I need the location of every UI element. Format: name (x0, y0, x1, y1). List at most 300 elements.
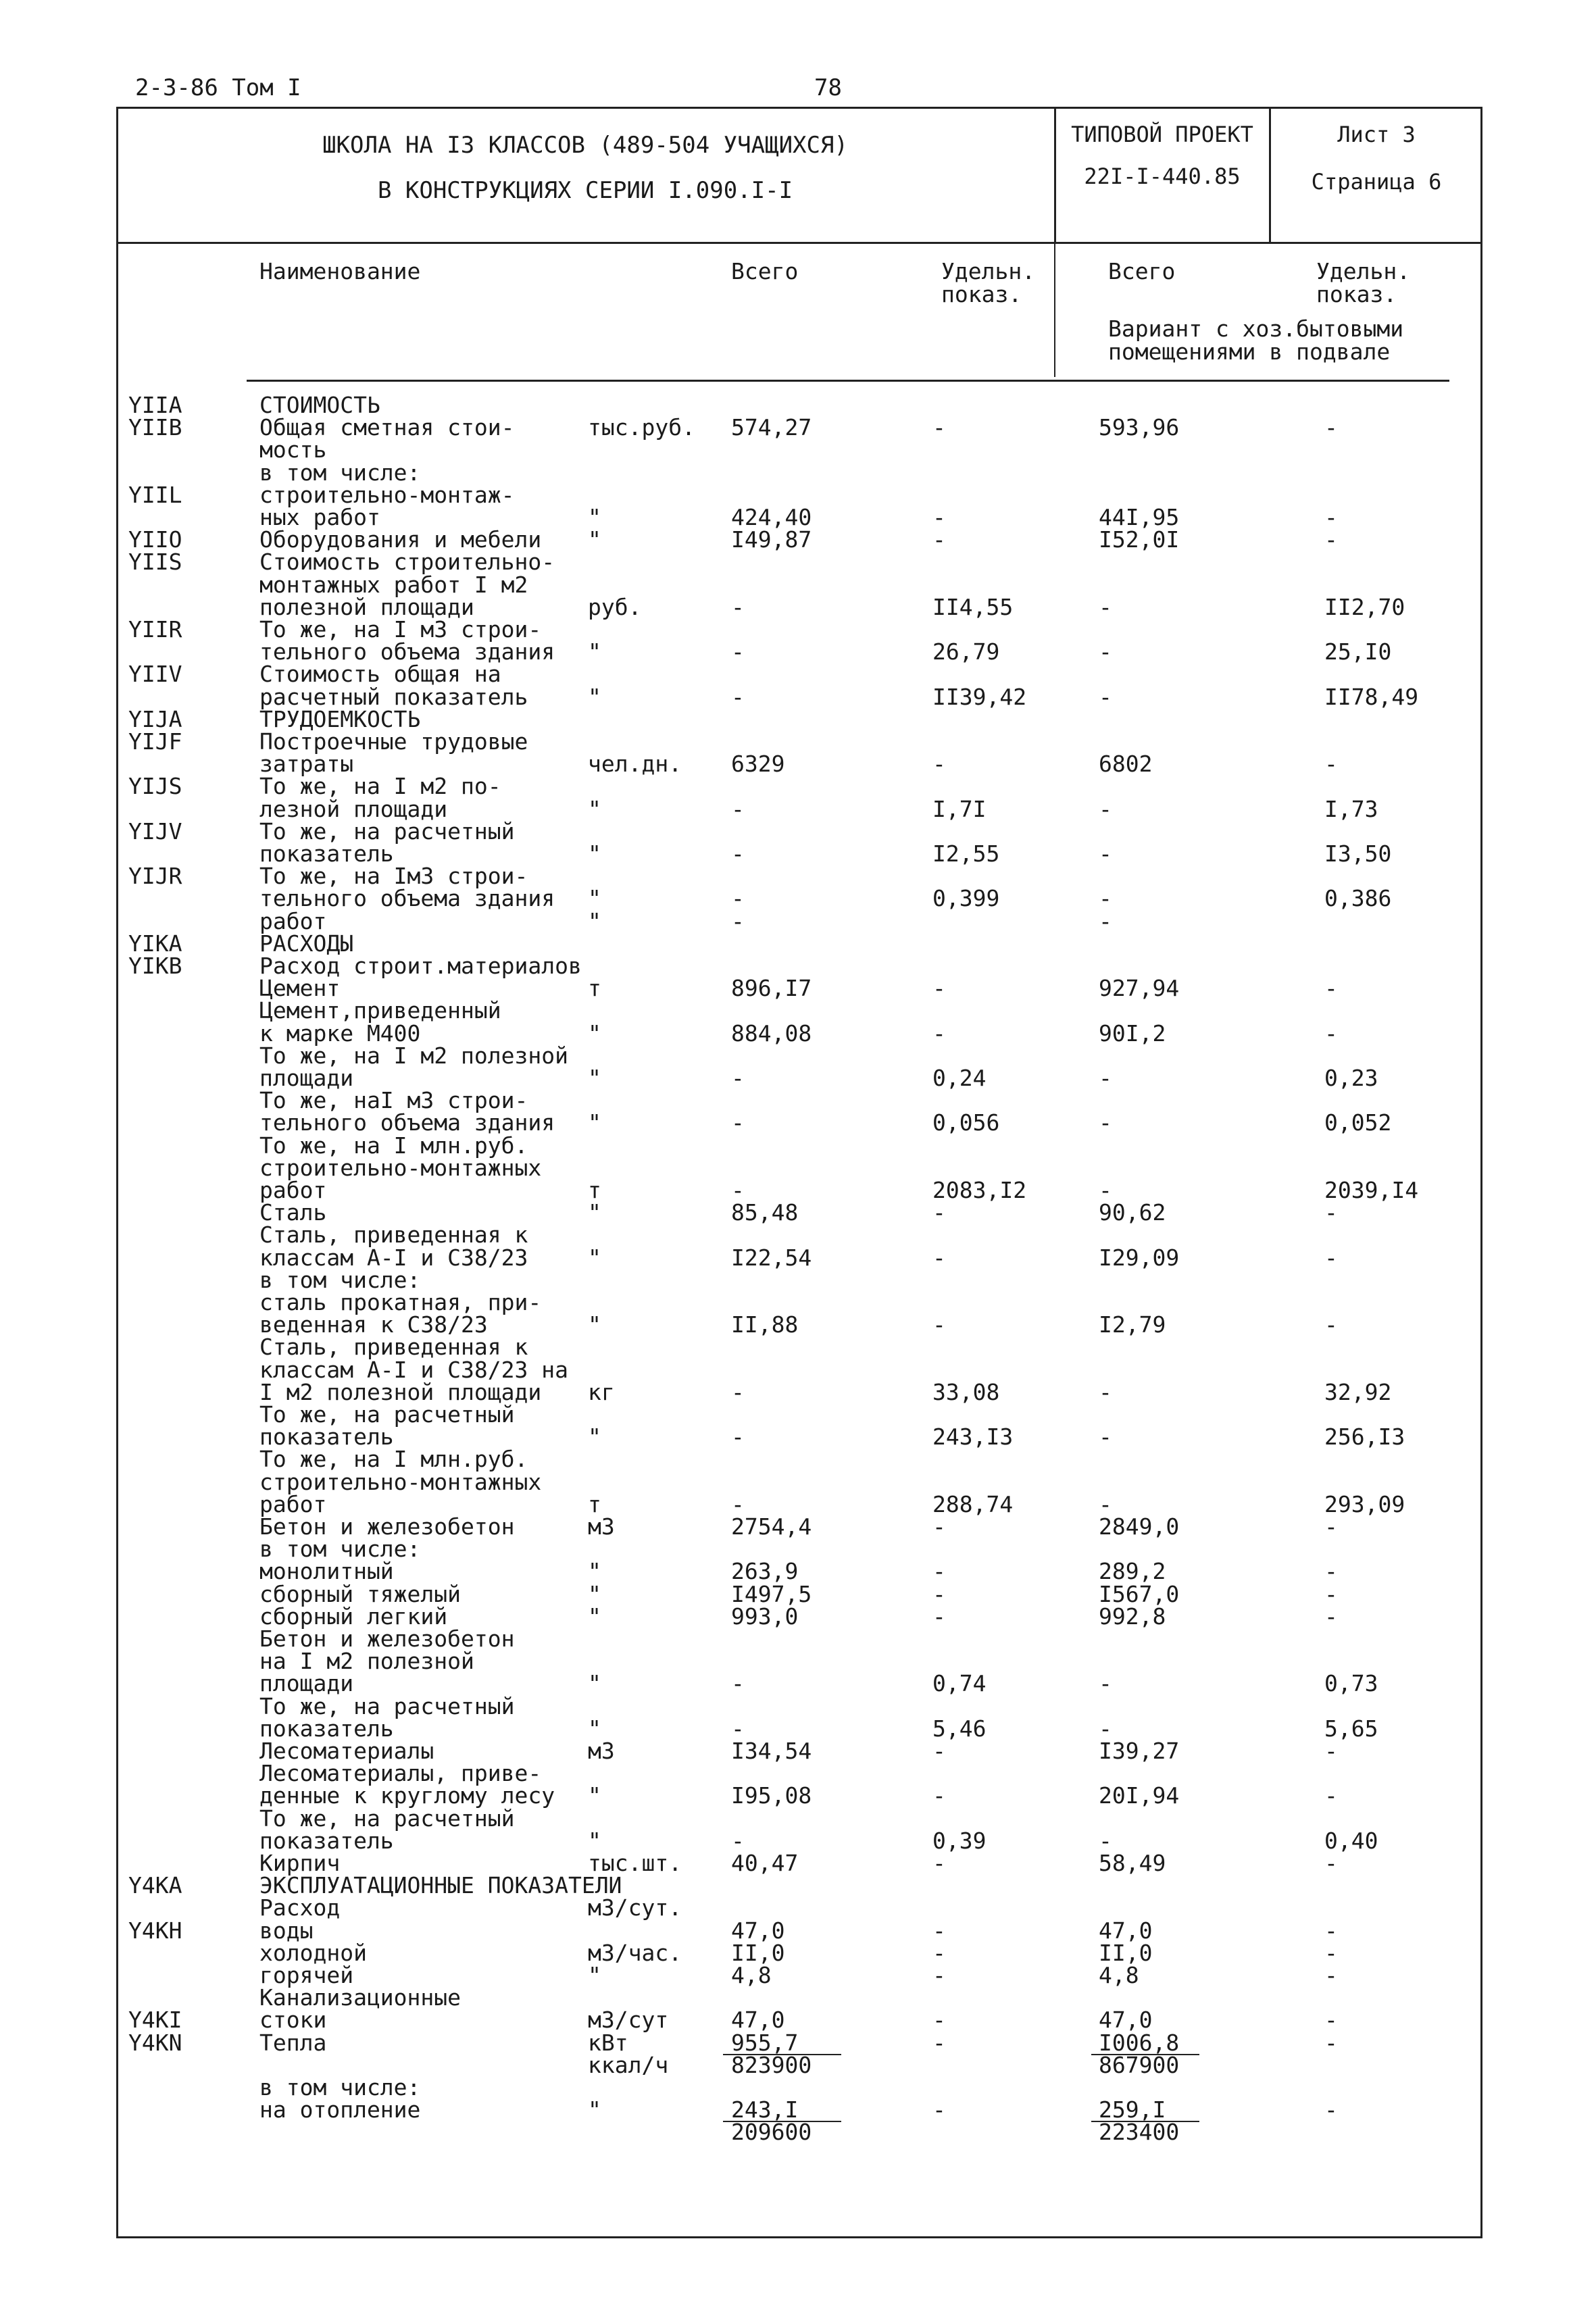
cell-v4: - (1324, 1558, 1338, 1585)
cell-v1: 6329 (731, 751, 785, 778)
cell-name: мость (259, 436, 327, 463)
table-row (0, 907, 1596, 934)
table-row (0, 461, 1596, 484)
cell-v1: - (731, 840, 745, 867)
table-row (0, 1986, 1596, 2009)
cell-v1: - (731, 1378, 745, 1405)
table-row (0, 571, 1596, 598)
column-divider (1054, 242, 1055, 377)
table-row (0, 1692, 1596, 1719)
cell-v1: - (731, 1065, 745, 1091)
cell-v2: - (932, 2029, 946, 2056)
cell-name: ных работ (259, 504, 380, 530)
cell-v3: 47,0 (1099, 1917, 1153, 1944)
table-row (0, 1628, 1596, 1650)
cell-v1: - (731, 1715, 745, 1742)
cell-v4: I,73 (1324, 795, 1378, 822)
cell-v2: I2,55 (932, 840, 1000, 867)
cell-v4: - (1324, 1199, 1338, 1226)
table-row (0, 885, 1596, 912)
cell-unit: м3/час. (588, 1939, 682, 1966)
table-row (0, 1784, 1596, 1807)
table-row (0, 1605, 1596, 1628)
cell-name: Сталь, приведенная к (259, 1222, 528, 1249)
table-row (0, 506, 1596, 528)
table-row (0, 955, 1596, 977)
cell-v3: 90I,2 (1099, 1020, 1166, 1047)
cell-v1: 896,I7 (731, 975, 812, 1002)
cell-v2: - (932, 1311, 946, 1338)
cell-unit: " (588, 1244, 601, 1271)
cell-v4: - (1324, 751, 1338, 778)
cell-name: лезной площади (259, 795, 448, 822)
cell-v4: 0,73 (1324, 1670, 1378, 1697)
cell-unit: м3 (588, 1513, 615, 1540)
cell-v4: 0,052 (1324, 1109, 1392, 1136)
sheet-number: Лист 3 (1337, 122, 1416, 147)
table-row (0, 1266, 1596, 1293)
cell-code: Y4KH (128, 1917, 182, 1944)
cell-v2: - (932, 1580, 946, 1607)
project-label: ТИПОВОЙ ПРОЕКТ (1071, 122, 1253, 147)
cell-unit: " (588, 504, 601, 530)
cell-name: классам А-I и С38/23 (259, 1244, 528, 1271)
table-row (0, 2074, 1596, 2101)
cell-v3: I39,27 (1099, 1738, 1180, 1764)
cell-name: СТОИМОСТЬ (259, 392, 380, 418)
cell-name: То же, наI м3 строи- (259, 1087, 528, 1114)
column-header-specific: Удельн. (941, 258, 1036, 284)
table-row (0, 1042, 1596, 1069)
table-row (0, 1515, 1596, 1538)
table-row (0, 999, 1596, 1022)
cell-v1: I95,08 (731, 1782, 812, 1809)
cell-v1: I34,54 (731, 1738, 812, 1764)
cell-name: То же, на I млн.руб. (259, 1446, 528, 1473)
cell-name: сборный легкий (259, 1603, 448, 1630)
cell-code: YIJS (128, 773, 182, 800)
cell-v4: II78,49 (1324, 683, 1419, 710)
cell-name: стоки (259, 2007, 327, 2034)
table-row (0, 1807, 1596, 1830)
cell-name: Бетон и железобетон (259, 1626, 515, 1652)
cell-v4: - (1324, 2007, 1338, 2034)
cell-name: полезной площади (259, 593, 474, 620)
cell-name: Сталь, приведенная к (259, 1334, 528, 1361)
cell-name: Канализационные (259, 1984, 462, 2011)
cell-unit: " (588, 1827, 601, 1854)
cell-v2: - (932, 1850, 946, 1876)
table-row (0, 1558, 1596, 1585)
table-row (0, 751, 1596, 778)
cell-v3: - (1099, 593, 1112, 620)
cell-v3: 927,94 (1099, 975, 1180, 1002)
cell-name: расчетный показатель (259, 683, 528, 710)
table-row (0, 481, 1596, 508)
cell-name: веденная к С38/23 (259, 1311, 488, 1338)
page-label: Страница 6 (1311, 169, 1442, 195)
cell-v3: I2,79 (1099, 1311, 1166, 1338)
cell-v2: 26,79 (932, 638, 1000, 665)
cell-name: работ (259, 1177, 327, 1203)
document-title: ШКОЛА НА I3 КЛАССОВ (489-504 УЧАЩИХСЯ) (322, 132, 848, 159)
cell-name: холодной (259, 1939, 367, 1966)
cell-v1: - (731, 907, 745, 934)
cell-code: Y4KI (128, 2007, 182, 2034)
cell-name: денные к круглому лесу (259, 1782, 555, 1809)
cell-v3: 992,8 (1099, 1603, 1166, 1630)
cell-name: в том числе: (259, 1536, 421, 1563)
table-row (0, 1740, 1596, 1762)
table-row (0, 640, 1596, 663)
cell-v2: - (932, 1962, 946, 1988)
cell-v2: - (932, 1939, 946, 1966)
cell-name: горячей (259, 1962, 354, 1988)
cell-v4: - (1324, 1244, 1338, 1271)
cell-name: монтажных работ I м2 (259, 571, 528, 598)
cell-v3: 47,0 (1099, 2007, 1153, 2034)
cell-v4: II2,70 (1324, 593, 1405, 620)
cell-unit: тыс.шт. (588, 1850, 682, 1876)
table-row (0, 683, 1596, 710)
cell-v4: - (1324, 2096, 1338, 2123)
cell-unit: " (588, 1020, 601, 1047)
header-left: 2-3-86 Том I (135, 74, 301, 101)
cell-v3: I567,0 (1099, 1580, 1180, 1607)
cell-name: показатель (259, 840, 394, 867)
cell-name: тельного объема здания (259, 885, 555, 912)
column-header-total: Всего (731, 258, 799, 284)
cell-v2: - (932, 1558, 946, 1585)
cell-name: площади (259, 1065, 354, 1091)
table-row (0, 818, 1596, 845)
column-header-specific-variant: Удельн. (1316, 258, 1411, 284)
fraction-line (723, 2054, 841, 2055)
page-number: 78 (814, 74, 842, 101)
cell-v2: 243,I3 (932, 1424, 1014, 1451)
column-header-name: Наименование (259, 258, 421, 284)
cell-unit: " (588, 1782, 601, 1809)
cell-v1: 574,27 (731, 414, 812, 441)
cell-name: классам А-I и С38/23 на (259, 1356, 568, 1383)
cell-name: работ (259, 1490, 327, 1517)
cell-v4: - (1324, 1782, 1338, 1809)
cell-unit: чел.дн. (588, 751, 682, 778)
table-row (0, 1022, 1596, 1045)
fraction-line (1091, 2054, 1199, 2055)
cell-v2: 288,74 (932, 1490, 1014, 1517)
cell-v3: 2849,0 (1099, 1513, 1180, 1540)
cell-v4: 0,23 (1324, 1065, 1378, 1091)
cell-v3: 20I,94 (1099, 1782, 1180, 1809)
cell-v3: 593,96 (1099, 414, 1180, 441)
table-row (0, 1179, 1596, 1201)
cell-v2: - (932, 1917, 946, 1944)
cell-v3: - (1099, 1065, 1112, 1091)
cell-name: тельного объема здания (259, 1109, 555, 1136)
cell-unit: т (588, 975, 601, 1002)
cell-v3: II,0 (1099, 1939, 1153, 1966)
cell-unit: " (588, 907, 601, 934)
table-row (0, 1067, 1596, 1089)
column-header-total-2: Всего (1108, 258, 1176, 284)
cell-v1: 40,47 (731, 1850, 799, 1876)
cell-v3: - (1099, 1424, 1112, 1451)
cell-name: в том числе: (259, 459, 421, 486)
table-row (0, 1403, 1596, 1426)
cell-v2: - (932, 1199, 946, 1226)
cell-name: То же, на Iм3 строи- (259, 863, 528, 890)
cell-name: РАСХОДЫ (259, 930, 354, 957)
cell-name: То же, на расчетный (259, 1805, 515, 1832)
variant-caption: Вариант с хоз.бытовыми (1108, 316, 1404, 342)
cell-name: воды (259, 1917, 314, 1944)
cell-v1: 823900 (731, 2051, 812, 2078)
cell-code: YIIV (128, 661, 182, 688)
cell-unit: т (588, 1490, 601, 1517)
table-row (0, 1291, 1596, 1313)
table-row (0, 1717, 1596, 1740)
cell-name: строительно-монтажных (259, 1154, 542, 1181)
cell-unit: кг (588, 1378, 615, 1405)
cell-v4: 32,92 (1324, 1378, 1392, 1405)
cell-name: ТРУДОЕМКОСТЬ (259, 705, 421, 732)
cell-code: YIJF (128, 728, 182, 755)
table-row (0, 795, 1596, 822)
cell-unit: " (588, 1558, 601, 1585)
cell-v3: I29,09 (1099, 1244, 1180, 1271)
table-row (0, 414, 1596, 441)
table-row (0, 1896, 1596, 1919)
cell-unit: " (588, 1065, 601, 1091)
table-row (0, 1111, 1596, 1134)
cell-v3: 289,2 (1099, 1558, 1166, 1585)
cell-v2: 0,24 (932, 1065, 987, 1091)
cell-code: YIIR (128, 616, 182, 643)
cell-v4: - (1324, 975, 1338, 1002)
cell-name: тельного объема здания (259, 638, 555, 665)
table-row (0, 2029, 1596, 2056)
cell-v2: - (932, 1738, 946, 1764)
cell-name: показатель (259, 1827, 394, 1854)
table-row (0, 1919, 1596, 1942)
cell-v1: - (731, 795, 745, 822)
cell-v1: - (731, 1424, 745, 1451)
cell-v2: 5,46 (932, 1715, 987, 1742)
cell-v1: 85,48 (731, 1199, 799, 1226)
table-row (0, 661, 1596, 688)
cell-name: на отопление (259, 2096, 421, 2123)
cell-v4: 256,I3 (1324, 1424, 1405, 1451)
table-row (0, 1490, 1596, 1517)
cell-v1: I49,87 (731, 526, 812, 553)
cell-v2: - (932, 751, 946, 778)
cell-v3: 259,I (1099, 2096, 1166, 2123)
table-row (0, 1222, 1596, 1249)
table-row (0, 1827, 1596, 1854)
table-row (0, 1378, 1596, 1405)
table-row (0, 975, 1596, 1002)
table-row (0, 1244, 1596, 1271)
cell-v2: 0,399 (932, 885, 1000, 912)
cell-code: YIJR (128, 863, 182, 890)
table-row (0, 1670, 1596, 1697)
cell-name: Расход (259, 1894, 341, 1921)
table-row (0, 1313, 1596, 1336)
cell-v4: - (1324, 1603, 1338, 1630)
cell-v1: - (731, 638, 745, 665)
cell-name: То же, на расчетный (259, 818, 515, 845)
cell-v3: 4,8 (1099, 1962, 1139, 1988)
table-row (0, 1356, 1596, 1383)
cell-v2: II39,42 (932, 683, 1027, 710)
cell-name: показатель (259, 1715, 394, 1742)
cell-v3: - (1099, 1378, 1112, 1405)
cell-v2: - (932, 414, 946, 441)
cell-unit: " (588, 1603, 601, 1630)
table-row (0, 528, 1596, 551)
cell-unit: тыс.руб. (588, 414, 695, 441)
cell-v3: I52,0I (1099, 526, 1180, 553)
cell-v4: - (1324, 1513, 1338, 1540)
cell-unit: кВт (588, 2029, 628, 2056)
cell-v1: - (731, 885, 745, 912)
cell-v1: - (731, 1109, 745, 1136)
cell-v2: - (932, 1603, 946, 1630)
cell-v4: 293,09 (1324, 1490, 1405, 1517)
cell-v2: I,7I (932, 795, 987, 822)
cell-unit: " (588, 1424, 601, 1451)
cell-code: YIIA (128, 392, 182, 418)
cell-v3: - (1099, 1490, 1112, 1517)
table-row (0, 593, 1596, 620)
cell-unit: руб. (588, 593, 642, 620)
cell-unit: " (588, 2096, 601, 2123)
cell-name: То же, на I млн.руб. (259, 1132, 528, 1159)
cell-name: Тепла (259, 2029, 327, 2056)
cell-unit: " (588, 1962, 601, 1988)
cell-name: Расход строит.материалов (259, 953, 582, 979)
cell-v4: 25,I0 (1324, 638, 1392, 665)
cell-code: Y4KA (128, 1872, 182, 1899)
cell-name: в том числе: (259, 1266, 421, 1293)
cell-name: сборный тяжелый (259, 1580, 462, 1607)
cell-v4: 2039,I4 (1324, 1177, 1419, 1203)
cell-v2: II4,55 (932, 593, 1014, 620)
cell-unit: " (588, 683, 601, 710)
cell-unit: " (588, 795, 601, 822)
cell-name: Цемент,приведенный (259, 997, 501, 1024)
cell-v3: 223400 (1099, 2119, 1180, 2146)
table-row (0, 1134, 1596, 1157)
table-row (0, 2051, 1596, 2078)
cell-unit: " (588, 885, 601, 912)
cell-name: показатель (259, 1424, 394, 1451)
cell-name: Общая сметная стои- (259, 414, 515, 441)
cell-code: YIJV (128, 818, 182, 845)
cell-v3: - (1099, 1715, 1112, 1742)
fraction-line (1091, 2121, 1199, 2122)
cell-v1: 243,I (731, 2096, 799, 2123)
cell-v3: - (1099, 1670, 1112, 1697)
cell-code: YIIL (128, 481, 182, 508)
table-row (0, 1424, 1596, 1451)
table-row (0, 1760, 1596, 1787)
cell-v1: 263,9 (731, 1558, 799, 1585)
title-block-divider (1054, 107, 1056, 242)
cell-name: Лесоматериалы (259, 1738, 434, 1764)
table-row (0, 1580, 1596, 1607)
cell-v3: 6802 (1099, 751, 1153, 778)
cell-v2: 0,74 (932, 1670, 987, 1697)
cell-v1: 424,40 (731, 504, 812, 530)
table-row (0, 1872, 1596, 1899)
cell-name: То же, на I м3 строи- (259, 616, 542, 643)
cell-v3: - (1099, 907, 1112, 934)
column-header-specific-2: показ. (941, 281, 1022, 307)
cell-v2: - (932, 1782, 946, 1809)
cell-v1: - (731, 593, 745, 620)
cell-v4: 0,386 (1324, 885, 1392, 912)
cell-v1: I497,5 (731, 1580, 812, 1607)
cell-v3: 867900 (1099, 2051, 1180, 2078)
cell-unit: ккал/ч (588, 2051, 669, 2078)
cell-v3: - (1099, 795, 1112, 822)
cell-v1: 47,0 (731, 2007, 785, 2034)
fraction-line (723, 2121, 841, 2122)
cell-v3: - (1099, 1827, 1112, 1854)
table-row (0, 842, 1596, 865)
table-row (0, 773, 1596, 800)
cell-name: То же, на I м2 полезной (259, 1042, 568, 1069)
table-row (0, 1852, 1596, 1874)
cell-unit: м3/сут (588, 2007, 669, 2034)
cell-v1: - (731, 1670, 745, 1697)
cell-v3: 58,49 (1099, 1850, 1166, 1876)
cell-v2: - (932, 975, 946, 1002)
cell-name: ЭКСПЛУАТАЦИОННЫЕ ПОКАЗАТЕЛИ (259, 1872, 622, 1899)
cell-name: Сталь (259, 1199, 327, 1226)
cell-v3: - (1099, 1177, 1112, 1203)
cell-name: на I м2 полезной (259, 1648, 474, 1675)
table-row (0, 394, 1596, 416)
cell-v3: - (1099, 885, 1112, 912)
cell-name: Построечные трудовые (259, 728, 528, 755)
cell-v4: - (1324, 1580, 1338, 1607)
cell-v2: 2083,I2 (932, 1177, 1027, 1203)
project-code: 22I-I-440.85 (1084, 164, 1241, 189)
cell-v4: - (1324, 1917, 1338, 1944)
variant-caption-2: помещениями в подвале (1108, 338, 1391, 365)
cell-v1: II,0 (731, 1939, 785, 1966)
cell-v3: - (1099, 683, 1112, 710)
table-row (0, 730, 1596, 753)
table-row (0, 863, 1596, 890)
cell-v2: - (932, 2096, 946, 2123)
cell-v2: - (932, 1020, 946, 1047)
cell-name: к марке М400 (259, 1020, 421, 1047)
cell-v4: - (1324, 1311, 1338, 1338)
cell-v2: - (932, 526, 946, 553)
table-row (0, 2098, 1596, 2121)
cell-unit: " (588, 1715, 601, 1742)
cell-code: YIJA (128, 705, 182, 732)
cell-unit: м3 (588, 1738, 615, 1764)
cell-name: I м2 полезной площади (259, 1378, 542, 1405)
cell-name: в том числе: (259, 2074, 421, 2101)
cell-v4: I3,50 (1324, 840, 1392, 867)
cell-unit: " (588, 638, 601, 665)
